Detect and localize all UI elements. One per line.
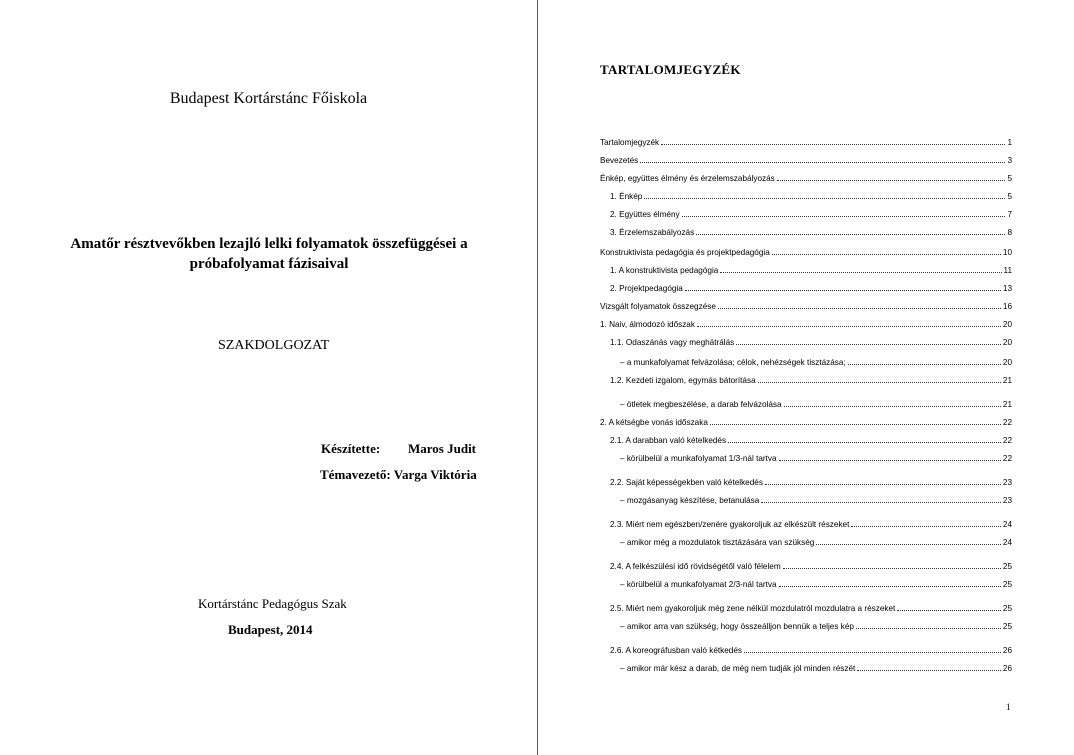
toc-entry-text: Tartalomjegyzék	[600, 138, 660, 147]
toc-entry[interactable]	[620, 577, 1012, 589]
toc-entry[interactable]	[620, 451, 1012, 463]
toc-entry[interactable]	[620, 619, 1012, 631]
toc-entry-page: 10	[1002, 248, 1012, 257]
toc-dot-leader	[736, 343, 1001, 345]
toc-entry-page: 25	[1002, 580, 1012, 589]
page-number: 1	[1006, 702, 1011, 712]
toc-entry-text: – amikor már kész a darab, de még nem tudják jól minden részét	[620, 664, 856, 673]
toc-dot-leader	[816, 543, 1001, 545]
toc-entry[interactable]	[600, 245, 1012, 257]
toc-entry[interactable]	[610, 559, 1012, 571]
toc-entry[interactable]	[620, 661, 1012, 673]
toc-entry-page: 1	[1007, 138, 1012, 147]
toc-entry-text: 1. A konstruktivista pedagógia	[610, 266, 719, 275]
toc-entry-page: 25	[1002, 622, 1012, 631]
toc-page	[538, 0, 1074, 755]
toc-entry-page: 21	[1002, 400, 1012, 409]
toc-entry[interactable]	[610, 281, 1012, 293]
toc-entry-page: 22	[1002, 418, 1012, 427]
document-type: SZAKDOLGOZAT	[218, 338, 330, 353]
toc-entry-text: Konstruktivista pedagógia és projektpedagógia	[600, 248, 770, 257]
toc-entry-page: 25	[1002, 562, 1012, 571]
toc-entry-page: 5	[1007, 192, 1012, 201]
toc-entry-page: 23	[1002, 478, 1012, 487]
toc-entry-text: 1. Naiv, álmodozó időszak	[600, 320, 695, 329]
toc-entry[interactable]	[600, 317, 1012, 329]
toc-entry-text: 1.1. Odaszánás vagy meghátrálás	[610, 338, 735, 347]
toc-dot-leader	[644, 197, 1005, 199]
city-year: Budapest, 2014	[228, 622, 313, 637]
toc-dot-leader	[772, 253, 1001, 255]
toc-dot-leader	[897, 609, 1001, 611]
toc-entry-page: 11	[1003, 266, 1012, 275]
toc-entry-page: 20	[1002, 338, 1012, 347]
advisor: Témavezető: Varga Viktória	[320, 467, 477, 482]
toc-entry[interactable]	[610, 601, 1012, 613]
toc-entry-text: Vizsgált folyamatok összegzése	[600, 302, 716, 311]
toc-entry[interactable]	[610, 643, 1012, 655]
toc-entry-text: – mozgásanyag készítése, betanulása	[620, 496, 760, 505]
toc-entry-text: 2.3. Miért nem egészben/zenére gyakoroljuk az elkészült részeket	[610, 520, 850, 529]
thesis-title: Amatőr résztvevőkben lezajló lelki folyamatok összefüggései a próbafolyamat fázisaival	[70, 236, 468, 272]
toc-entry[interactable]	[610, 335, 1012, 347]
toc-dot-leader	[710, 423, 1001, 425]
toc-entry[interactable]	[610, 263, 1012, 275]
toc-dot-leader	[783, 567, 1001, 569]
toc-entry-page: 24	[1002, 538, 1012, 547]
toc-entry[interactable]	[600, 153, 1012, 165]
toc-entry-page: 25	[1002, 604, 1012, 613]
toc-dot-leader	[779, 459, 1001, 461]
toc-dot-leader	[640, 161, 1005, 163]
toc-entry-text: 2. Projektpedagógia	[610, 284, 683, 293]
toc-entry-text: – körülbelül a munkafolyamat 1/3-nál tartva	[620, 454, 777, 463]
toc-dot-leader	[661, 143, 1005, 145]
author-label: Készítette:	[321, 441, 381, 456]
toc-entry-page: 21	[1002, 376, 1012, 385]
toc-entry-text: 2. Együttes élmény	[610, 210, 680, 219]
toc-entry[interactable]	[600, 415, 1012, 427]
toc-dot-leader	[697, 325, 1001, 327]
toc-dot-leader	[784, 405, 1001, 407]
toc-entry-page: 26	[1002, 664, 1012, 673]
toc-entry-text: 1.2. Kezdeti izgalom, egymás bátorítása	[610, 376, 756, 385]
toc-entry-text: – a munkafolyamat felvázolása; célok, nehézségek tisztázása;	[620, 358, 846, 367]
toc-dot-leader	[696, 233, 1005, 235]
toc-entry[interactable]	[600, 135, 1012, 147]
author-name: Maros Judit	[408, 441, 477, 456]
toc-entry-page: 16	[1002, 302, 1012, 311]
toc-dot-leader	[685, 289, 1001, 291]
toc-dot-leader	[744, 651, 1001, 653]
toc-entry-text: 2.4. A felkészülési idő rövidségétől való félelem	[610, 562, 781, 571]
toc-dot-leader	[758, 381, 1001, 383]
toc-dot-leader	[777, 179, 1006, 181]
toc-entry-page: 24	[1002, 520, 1012, 529]
toc-entry-page: 8	[1007, 228, 1012, 237]
program-name: Kortárstánc Pedagógus Szak	[198, 596, 347, 611]
toc-entry[interactable]	[600, 299, 1012, 311]
toc-entry-text: 2.5. Miért nem gyakoroljuk még zene nélkül mozdulatról mozdulatra a részeket	[610, 604, 896, 613]
toc-entry[interactable]	[610, 189, 1012, 201]
toc-entry[interactable]	[620, 493, 1012, 505]
toc-entry-page: 20	[1002, 320, 1012, 329]
toc-entry-text: – ötletek megbeszélése, a darab felvázolása	[620, 400, 782, 409]
toc-dot-leader	[720, 271, 1001, 273]
toc-entry-text: 2.2. Saját képességekben való kételkedés	[610, 478, 763, 487]
toc-entry-text: Bevezetés	[600, 156, 639, 165]
toc-entry-page: 26	[1002, 646, 1012, 655]
toc-entry-page: 3	[1007, 156, 1012, 165]
toc-entry-text: 2.1. A darabban való kételkedés	[610, 436, 727, 445]
toc-dot-leader	[857, 669, 1001, 671]
toc-dot-leader	[848, 363, 1001, 365]
toc-entry[interactable]	[610, 433, 1012, 445]
toc-entry-text: 2. A kétségbe vonás időszaka	[600, 418, 708, 427]
toc-entry-page: 13	[1002, 284, 1012, 293]
toc-heading: TARTALOMJEGYZÉK	[600, 62, 741, 77]
toc-entry[interactable]	[610, 517, 1012, 529]
toc-entry[interactable]	[620, 535, 1012, 547]
toc-entry-text: – körülbelül a munkafolyamat 2/3-nál tartva	[620, 580, 777, 589]
toc-entry-text: – amikor arra van szükség, hogy összeálljon bennük a teljes kép	[620, 622, 854, 631]
toc-entry-page: 22	[1002, 436, 1012, 445]
toc-dot-leader	[856, 627, 1001, 629]
toc-entry[interactable]	[600, 171, 1012, 183]
toc-dot-leader	[851, 525, 1001, 527]
toc-dot-leader	[728, 441, 1001, 443]
toc-entry-text: – amikor még a mozdulatok tisztázására van szükség	[620, 538, 815, 547]
toc-entry[interactable]	[610, 373, 1012, 385]
toc-entry-page: 22	[1002, 454, 1012, 463]
toc-dot-leader	[718, 307, 1001, 309]
school-name: Budapest Kortárstánc Főiskola	[169, 90, 368, 107]
toc-dot-leader	[765, 483, 1001, 485]
toc-entry[interactable]	[610, 225, 1012, 237]
toc-entry[interactable]	[610, 207, 1012, 219]
toc-dot-leader	[761, 501, 1001, 503]
toc-entry-page: 20	[1002, 358, 1012, 367]
toc-entry-page: 7	[1007, 210, 1012, 219]
toc-entry-page: 23	[1002, 496, 1012, 505]
toc-entry[interactable]	[620, 355, 1012, 367]
toc-entry[interactable]	[620, 397, 1012, 409]
toc-entry-text: 2.6. A koreográfusban való kétkedés	[610, 646, 742, 655]
toc-entry-text: 3. Érzelemszabályozás	[610, 228, 695, 237]
toc-dot-leader	[779, 585, 1001, 587]
toc-dot-leader	[682, 215, 1006, 217]
toc-entry-text: 1. Énkép	[610, 192, 643, 201]
toc-entry-text: Énkép, együttes élmény és érzelemszabályozás	[600, 174, 775, 183]
toc-entry-page: 5	[1007, 174, 1012, 183]
toc-entry[interactable]	[610, 475, 1012, 487]
